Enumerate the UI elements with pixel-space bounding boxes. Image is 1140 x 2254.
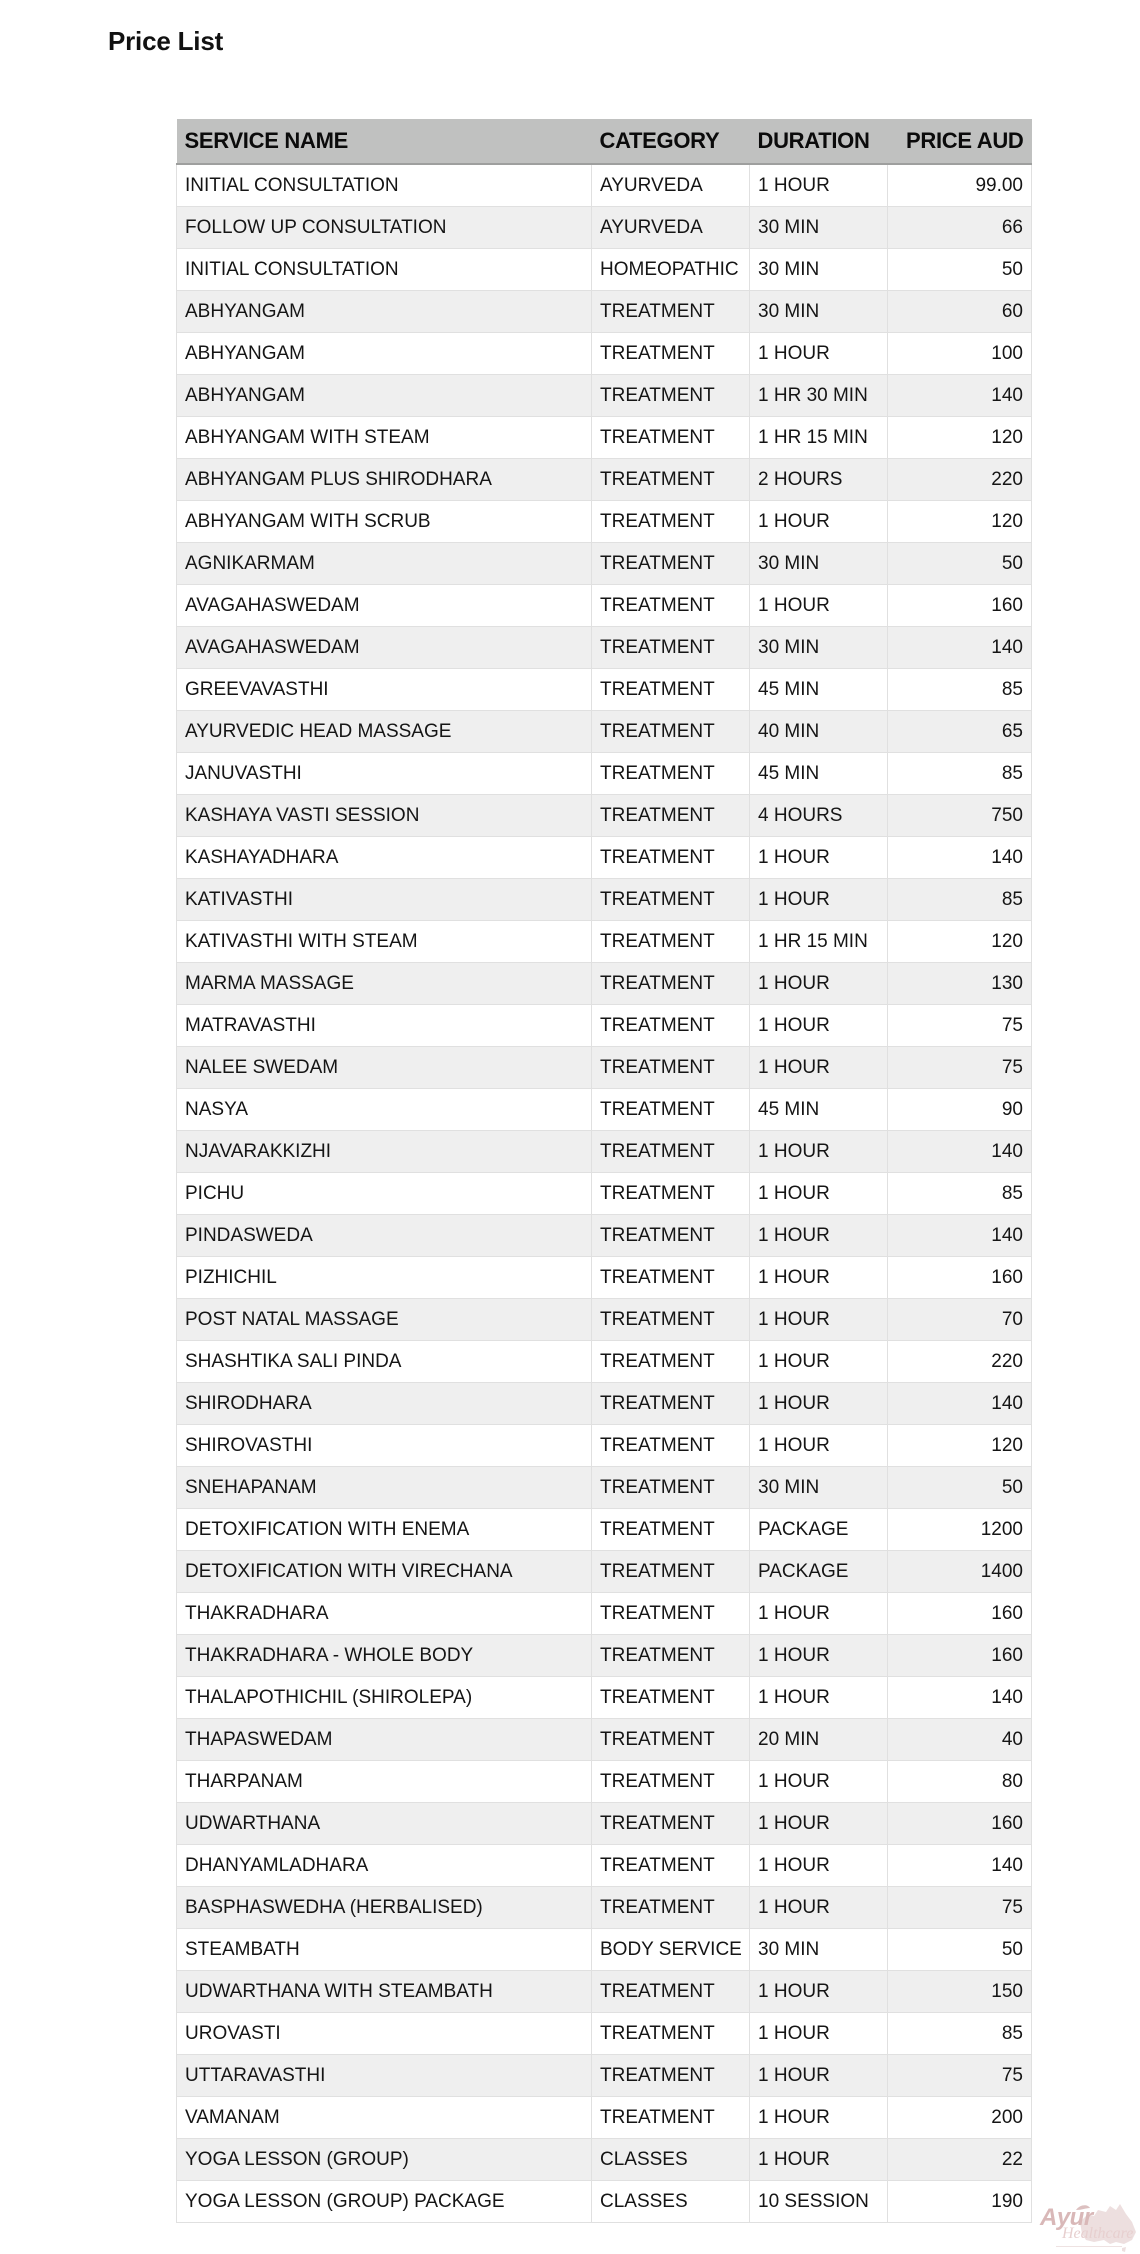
cell-service-name: AGNIKARMAM bbox=[177, 543, 592, 585]
cell-service-name: KASHAYA VASTI SESSION bbox=[177, 795, 592, 837]
cell-price: 190 bbox=[888, 2181, 1032, 2223]
cell-category: TREATMENT bbox=[592, 543, 750, 585]
cell-duration: 10 SESSION bbox=[750, 2181, 888, 2223]
cell-price: 80 bbox=[888, 1761, 1032, 1803]
cell-price: 66 bbox=[888, 207, 1032, 249]
cell-duration: 30 MIN bbox=[750, 249, 888, 291]
cell-price: 120 bbox=[888, 921, 1032, 963]
cell-duration: 1 HOUR bbox=[750, 1131, 888, 1173]
table-row bbox=[177, 921, 1032, 963]
cell-service-name: DETOXIFICATION WITH ENEMA bbox=[177, 1509, 592, 1551]
cell-service-name: SHIROVASTHI bbox=[177, 1425, 592, 1467]
cell-duration: 20 MIN bbox=[750, 1719, 888, 1761]
column-header-category: CATEGORY bbox=[592, 119, 750, 164]
table-row bbox=[177, 1551, 1032, 1593]
table-row bbox=[177, 1299, 1032, 1341]
cell-duration: 2 HOURS bbox=[750, 459, 888, 501]
cell-service-name: SHIRODHARA bbox=[177, 1383, 592, 1425]
cell-price: 140 bbox=[888, 1215, 1032, 1257]
header-row bbox=[177, 119, 1032, 164]
cell-price: 65 bbox=[888, 711, 1032, 753]
table-row bbox=[177, 1467, 1032, 1509]
cell-price: 75 bbox=[888, 1887, 1032, 1929]
table-row bbox=[177, 1089, 1032, 1131]
cell-duration: 1 HR 15 MIN bbox=[750, 417, 888, 459]
cell-price: 140 bbox=[888, 627, 1032, 669]
cell-service-name: INITIAL CONSULTATION bbox=[177, 249, 592, 291]
cell-duration: 30 MIN bbox=[750, 627, 888, 669]
cell-service-name: AYURVEDIC HEAD MASSAGE bbox=[177, 711, 592, 753]
cell-service-name: FOLLOW UP CONSULTATION bbox=[177, 207, 592, 249]
cell-service-name: VAMANAM bbox=[177, 2097, 592, 2139]
table-row bbox=[177, 2139, 1032, 2181]
cell-service-name: YOGA LESSON (GROUP) PACKAGE bbox=[177, 2181, 592, 2223]
cell-service-name: DETOXIFICATION WITH VIRECHANA bbox=[177, 1551, 592, 1593]
cell-duration: 45 MIN bbox=[750, 1089, 888, 1131]
cell-category: TREATMENT bbox=[592, 1635, 750, 1677]
cell-category: TREATMENT bbox=[592, 1299, 750, 1341]
cell-category: TREATMENT bbox=[592, 1383, 750, 1425]
cell-service-name: NJAVARAKKIZHI bbox=[177, 1131, 592, 1173]
cell-service-name: BASPHASWEDHA (HERBALISED) bbox=[177, 1887, 592, 1929]
cell-price: 75 bbox=[888, 1047, 1032, 1089]
cell-category: TREATMENT bbox=[592, 585, 750, 627]
cell-price: 60 bbox=[888, 291, 1032, 333]
cell-category: TREATMENT bbox=[592, 1467, 750, 1509]
table-row bbox=[177, 501, 1032, 543]
cell-service-name: PINDASWEDA bbox=[177, 1215, 592, 1257]
table-row bbox=[177, 2013, 1032, 2055]
cell-service-name: ABHYANGAM WITH STEAM bbox=[177, 417, 592, 459]
cell-duration: 1 HOUR bbox=[750, 1299, 888, 1341]
cell-category: TREATMENT bbox=[592, 921, 750, 963]
table-row bbox=[177, 879, 1032, 921]
cell-category: TREATMENT bbox=[592, 1047, 750, 1089]
logo-text-ayur: Ayur bbox=[1040, 2204, 1093, 2231]
table-row bbox=[177, 1929, 1032, 1971]
cell-duration: 1 HOUR bbox=[750, 2013, 888, 2055]
table-row bbox=[177, 1047, 1032, 1089]
table-body bbox=[177, 164, 1032, 2223]
table-row bbox=[177, 1845, 1032, 1887]
cell-service-name: JANUVASTHI bbox=[177, 753, 592, 795]
cell-category: TREATMENT bbox=[592, 795, 750, 837]
cell-price: 140 bbox=[888, 1845, 1032, 1887]
cell-price: 160 bbox=[888, 1635, 1032, 1677]
cell-price: 75 bbox=[888, 1005, 1032, 1047]
table-row bbox=[177, 669, 1032, 711]
cell-category: TREATMENT bbox=[592, 1089, 750, 1131]
cell-duration: 1 HOUR bbox=[750, 837, 888, 879]
cell-service-name: UDWARTHANA bbox=[177, 1803, 592, 1845]
cell-price: 75 bbox=[888, 2055, 1032, 2097]
cell-duration: 30 MIN bbox=[750, 543, 888, 585]
cell-category: TREATMENT bbox=[592, 1425, 750, 1467]
cell-duration: 1 HOUR bbox=[750, 333, 888, 375]
cell-category: TREATMENT bbox=[592, 2055, 750, 2097]
cell-duration: 1 HOUR bbox=[750, 1215, 888, 1257]
cell-category: TREATMENT bbox=[592, 1803, 750, 1845]
cell-category: BODY SERVICE bbox=[592, 1929, 750, 1971]
cell-service-name: THAPASWEDAM bbox=[177, 1719, 592, 1761]
cell-duration: 1 HOUR bbox=[750, 1425, 888, 1467]
cell-duration: 45 MIN bbox=[750, 669, 888, 711]
table-row bbox=[177, 795, 1032, 837]
table-row bbox=[177, 333, 1032, 375]
cell-price: 85 bbox=[888, 669, 1032, 711]
table-row bbox=[177, 2097, 1032, 2139]
cell-duration: 1 HOUR bbox=[750, 1803, 888, 1845]
cell-service-name: YOGA LESSON (GROUP) bbox=[177, 2139, 592, 2181]
cell-category: AYURVEDA bbox=[592, 207, 750, 249]
table-row bbox=[177, 1005, 1032, 1047]
cell-category: TREATMENT bbox=[592, 459, 750, 501]
table-row bbox=[177, 711, 1032, 753]
cell-price: 120 bbox=[888, 501, 1032, 543]
cell-price: 160 bbox=[888, 1593, 1032, 1635]
cell-category: TREATMENT bbox=[592, 1845, 750, 1887]
cell-service-name: NALEE SWEDAM bbox=[177, 1047, 592, 1089]
cell-service-name: NASYA bbox=[177, 1089, 592, 1131]
company-logo bbox=[1036, 2200, 1140, 2254]
cell-service-name: THAKRADHARA - WHOLE BODY bbox=[177, 1635, 592, 1677]
cell-duration: 1 HR 15 MIN bbox=[750, 921, 888, 963]
cell-price: 150 bbox=[888, 1971, 1032, 2013]
table-row bbox=[177, 543, 1032, 585]
cell-duration: PACKAGE bbox=[750, 1551, 888, 1593]
table-row bbox=[177, 207, 1032, 249]
cell-price: 120 bbox=[888, 417, 1032, 459]
table-row bbox=[177, 1425, 1032, 1467]
cell-duration: 1 HOUR bbox=[750, 2097, 888, 2139]
table-row bbox=[177, 375, 1032, 417]
cell-category: TREATMENT bbox=[592, 627, 750, 669]
cell-price: 50 bbox=[888, 1467, 1032, 1509]
table-header bbox=[177, 119, 1032, 164]
table-row bbox=[177, 417, 1032, 459]
cell-duration: 30 MIN bbox=[750, 1929, 888, 1971]
cell-category: TREATMENT bbox=[592, 753, 750, 795]
cell-price: 140 bbox=[888, 1677, 1032, 1719]
cell-duration: 1 HOUR bbox=[750, 879, 888, 921]
cell-price: 1200 bbox=[888, 1509, 1032, 1551]
cell-service-name: THALAPOTHICHIL (SHIROLEPA) bbox=[177, 1677, 592, 1719]
cell-price: 99.00 bbox=[888, 164, 1032, 207]
cell-duration: 30 MIN bbox=[750, 1467, 888, 1509]
cell-service-name: ABHYANGAM bbox=[177, 375, 592, 417]
cell-category: AYURVEDA bbox=[592, 164, 750, 207]
cell-service-name: SHASHTIKA SALI PINDA bbox=[177, 1341, 592, 1383]
cell-category: TREATMENT bbox=[592, 2013, 750, 2055]
cell-service-name: POST NATAL MASSAGE bbox=[177, 1299, 592, 1341]
cell-price: 160 bbox=[888, 1257, 1032, 1299]
cell-service-name: INITIAL CONSULTATION bbox=[177, 164, 592, 207]
table-row bbox=[177, 459, 1032, 501]
table-row bbox=[177, 1635, 1032, 1677]
logo-text-healthcare: Healthcare bbox=[1062, 2225, 1134, 2242]
cell-price: 50 bbox=[888, 1929, 1032, 1971]
column-header-price: PRICE AUD bbox=[888, 119, 1032, 164]
cell-duration: 1 HOUR bbox=[750, 1761, 888, 1803]
cell-service-name: DHANYAMLADHARA bbox=[177, 1845, 592, 1887]
table-row bbox=[177, 963, 1032, 1005]
cell-category: TREATMENT bbox=[592, 1677, 750, 1719]
table-row bbox=[177, 1509, 1032, 1551]
cell-duration: 40 MIN bbox=[750, 711, 888, 753]
table-row bbox=[177, 291, 1032, 333]
cell-service-name: AVAGAHASWEDAM bbox=[177, 627, 592, 669]
cell-duration: 30 MIN bbox=[750, 207, 888, 249]
cell-price: 160 bbox=[888, 585, 1032, 627]
cell-duration: 45 MIN bbox=[750, 753, 888, 795]
cell-category: TREATMENT bbox=[592, 1593, 750, 1635]
cell-price: 220 bbox=[888, 459, 1032, 501]
cell-category: TREATMENT bbox=[592, 2097, 750, 2139]
cell-category: TREATMENT bbox=[592, 1719, 750, 1761]
cell-duration: 1 HOUR bbox=[750, 501, 888, 543]
cell-category: TREATMENT bbox=[592, 1215, 750, 1257]
table-row bbox=[177, 1593, 1032, 1635]
cell-service-name: PICHU bbox=[177, 1173, 592, 1215]
cell-category: CLASSES bbox=[592, 2181, 750, 2223]
cell-service-name: ABHYANGAM bbox=[177, 333, 592, 375]
cell-duration: 1 HOUR bbox=[750, 1887, 888, 1929]
table-row bbox=[177, 249, 1032, 291]
cell-service-name: GREEVAVASTHI bbox=[177, 669, 592, 711]
price-table bbox=[176, 119, 1032, 2223]
cell-category: TREATMENT bbox=[592, 837, 750, 879]
cell-category: TREATMENT bbox=[592, 1131, 750, 1173]
cell-price: 120 bbox=[888, 1425, 1032, 1467]
cell-duration: 1 HOUR bbox=[750, 963, 888, 1005]
cell-duration: 1 HOUR bbox=[750, 1383, 888, 1425]
cell-price: 220 bbox=[888, 1341, 1032, 1383]
cell-category: TREATMENT bbox=[592, 1551, 750, 1593]
cell-price: 140 bbox=[888, 375, 1032, 417]
column-header-service-name: SERVICE NAME bbox=[177, 119, 592, 164]
table-row bbox=[177, 1257, 1032, 1299]
cell-duration: 1 HOUR bbox=[750, 1341, 888, 1383]
table-row bbox=[177, 627, 1032, 669]
cell-price: 160 bbox=[888, 1803, 1032, 1845]
cell-service-name: THARPANAM bbox=[177, 1761, 592, 1803]
table-row bbox=[177, 1131, 1032, 1173]
cell-duration: 1 HOUR bbox=[750, 1677, 888, 1719]
cell-service-name: MARMA MASSAGE bbox=[177, 963, 592, 1005]
cell-duration: 1 HOUR bbox=[750, 164, 888, 207]
cell-category: TREATMENT bbox=[592, 291, 750, 333]
table-row bbox=[177, 585, 1032, 627]
cell-category: TREATMENT bbox=[592, 1005, 750, 1047]
cell-price: 50 bbox=[888, 249, 1032, 291]
table-row bbox=[177, 1677, 1032, 1719]
table-row bbox=[177, 1803, 1032, 1845]
cell-price: 85 bbox=[888, 1173, 1032, 1215]
cell-category: TREATMENT bbox=[592, 1971, 750, 2013]
cell-price: 22 bbox=[888, 2139, 1032, 2181]
cell-duration: 1 HOUR bbox=[750, 2139, 888, 2181]
cell-price: 140 bbox=[888, 1383, 1032, 1425]
cell-category: TREATMENT bbox=[592, 501, 750, 543]
cell-duration: 1 HOUR bbox=[750, 1593, 888, 1635]
cell-price: 140 bbox=[888, 1131, 1032, 1173]
cell-category: TREATMENT bbox=[592, 1173, 750, 1215]
cell-category: CLASSES bbox=[592, 2139, 750, 2181]
cell-service-name: ABHYANGAM bbox=[177, 291, 592, 333]
cell-duration: 4 HOURS bbox=[750, 795, 888, 837]
cell-service-name: STEAMBATH bbox=[177, 1929, 592, 1971]
cell-service-name: UDWARTHANA WITH STEAMBATH bbox=[177, 1971, 592, 2013]
cell-price: 200 bbox=[888, 2097, 1032, 2139]
table-row bbox=[177, 1383, 1032, 1425]
cell-category: TREATMENT bbox=[592, 879, 750, 921]
table-row bbox=[177, 1719, 1032, 1761]
cell-price: 40 bbox=[888, 1719, 1032, 1761]
table-row bbox=[177, 164, 1032, 207]
cell-price: 50 bbox=[888, 543, 1032, 585]
cell-category: HOMEOPATHIC bbox=[592, 249, 750, 291]
cell-category: TREATMENT bbox=[592, 1887, 750, 1929]
cell-category: TREATMENT bbox=[592, 963, 750, 1005]
cell-duration: 1 HOUR bbox=[750, 1971, 888, 2013]
cell-price: 750 bbox=[888, 795, 1032, 837]
cell-service-name: KATIVASTHI bbox=[177, 879, 592, 921]
cell-price: 100 bbox=[888, 333, 1032, 375]
cell-service-name: UTTARAVASTHI bbox=[177, 2055, 592, 2097]
cell-price: 85 bbox=[888, 879, 1032, 921]
cell-price: 85 bbox=[888, 753, 1032, 795]
cell-duration: 1 HOUR bbox=[750, 1005, 888, 1047]
table-row bbox=[177, 1971, 1032, 2013]
cell-service-name: ABHYANGAM PLUS SHIRODHARA bbox=[177, 459, 592, 501]
table-row bbox=[177, 837, 1032, 879]
cell-price: 70 bbox=[888, 1299, 1032, 1341]
cell-price: 1400 bbox=[888, 1551, 1032, 1593]
cell-duration: 1 HOUR bbox=[750, 1845, 888, 1887]
cell-service-name: PIZHICHIL bbox=[177, 1257, 592, 1299]
table-row bbox=[177, 1341, 1032, 1383]
table-row bbox=[177, 753, 1032, 795]
cell-category: TREATMENT bbox=[592, 333, 750, 375]
cell-service-name: AVAGAHASWEDAM bbox=[177, 585, 592, 627]
cell-duration: PACKAGE bbox=[750, 1509, 888, 1551]
table-row bbox=[177, 1173, 1032, 1215]
table-row bbox=[177, 2181, 1032, 2223]
table-row bbox=[177, 1887, 1032, 1929]
cell-category: TREATMENT bbox=[592, 711, 750, 753]
cell-price: 85 bbox=[888, 2013, 1032, 2055]
cell-duration: 1 HOUR bbox=[750, 1047, 888, 1089]
page-title: Price List bbox=[108, 26, 224, 56]
cell-category: TREATMENT bbox=[592, 417, 750, 459]
cell-duration: 1 HOUR bbox=[750, 2055, 888, 2097]
cell-price: 140 bbox=[888, 837, 1032, 879]
table-row bbox=[177, 2055, 1032, 2097]
cell-service-name: ABHYANGAM WITH SCRUB bbox=[177, 501, 592, 543]
cell-service-name: KATIVASTHI WITH STEAM bbox=[177, 921, 592, 963]
cell-category: TREATMENT bbox=[592, 1341, 750, 1383]
cell-category: TREATMENT bbox=[592, 375, 750, 417]
cell-service-name: KASHAYADHARA bbox=[177, 837, 592, 879]
cell-category: TREATMENT bbox=[592, 1509, 750, 1551]
cell-duration: 1 HOUR bbox=[750, 1635, 888, 1677]
cell-service-name: MATRAVASTHI bbox=[177, 1005, 592, 1047]
column-header-duration: DURATION bbox=[750, 119, 888, 164]
cell-price: 90 bbox=[888, 1089, 1032, 1131]
cell-category: TREATMENT bbox=[592, 1761, 750, 1803]
cell-price: 130 bbox=[888, 963, 1032, 1005]
cell-service-name: THAKRADHARA bbox=[177, 1593, 592, 1635]
table-row bbox=[177, 1215, 1032, 1257]
cell-duration: 1 HR 30 MIN bbox=[750, 375, 888, 417]
cell-duration: 30 MIN bbox=[750, 291, 888, 333]
cell-duration: 1 HOUR bbox=[750, 1257, 888, 1299]
cell-duration: 1 HOUR bbox=[750, 585, 888, 627]
cell-category: TREATMENT bbox=[592, 1257, 750, 1299]
cell-service-name: SNEHAPANAM bbox=[177, 1467, 592, 1509]
cell-service-name: UROVASTI bbox=[177, 2013, 592, 2055]
cell-category: TREATMENT bbox=[592, 669, 750, 711]
cell-duration: 1 HOUR bbox=[750, 1173, 888, 1215]
table-row bbox=[177, 1761, 1032, 1803]
